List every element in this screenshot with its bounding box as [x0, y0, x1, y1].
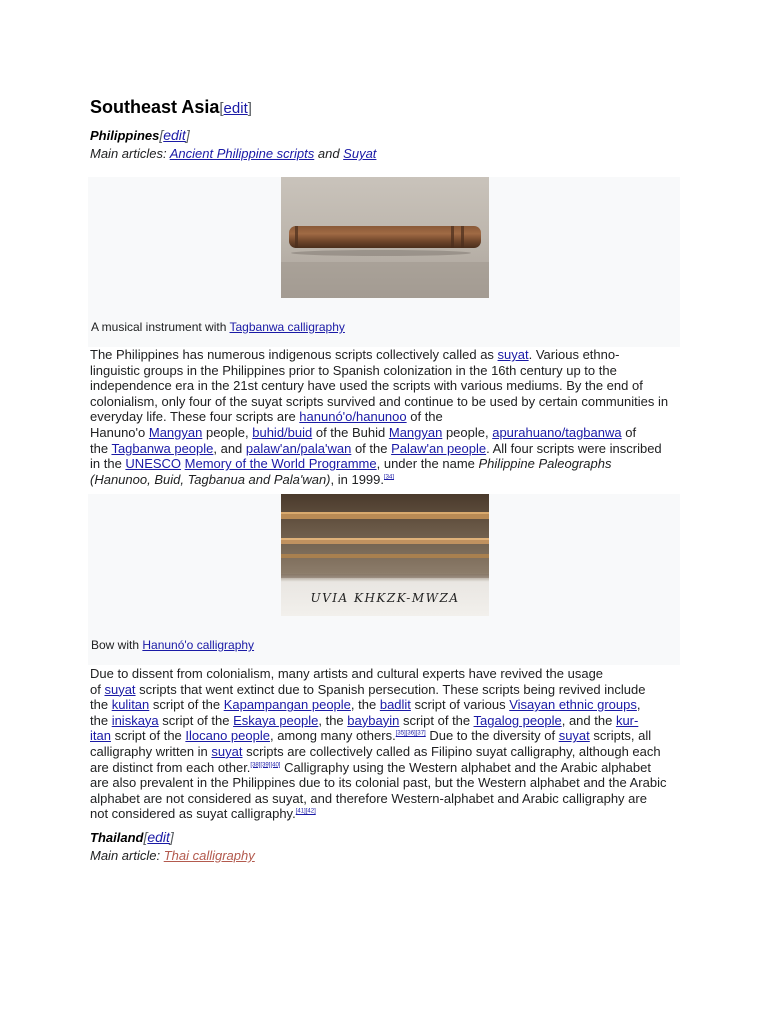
link-thai-calligraphy[interactable]: Thai calligraphy [163, 848, 255, 863]
link-unesco[interactable]: UNESCO [125, 456, 182, 472]
text: of the [351, 440, 392, 456]
text: script of the [399, 712, 474, 728]
text: the [90, 712, 112, 728]
text: people, [202, 424, 253, 440]
text: , and the [561, 712, 616, 728]
text-line: are also prevalent in the Philippines due to its colonial past, but the Western alphabet and the Arabic [90, 775, 667, 791]
text: the [90, 440, 112, 456]
link-hanunoo[interactable]: hanunó'o/hanunoo [299, 409, 407, 425]
subheading-title: Philippines [90, 128, 160, 143]
text: . Various ethno- [528, 347, 620, 362]
link-hanunoo-calligraphy[interactable]: Hanunó'o calligraphy [142, 638, 255, 652]
text: scripts that went extinct due to Spanish persecution. These scripts being revived include [135, 681, 646, 697]
text: The Philippines has numerous indigenous scripts collectively called as [90, 347, 498, 362]
text-line: alphabet are not considered as suyat, and therefore Western-alphabet and Arabic calligraphy are [90, 790, 647, 806]
hatnote-prefix: Main article: [90, 848, 164, 863]
text-line: colonialism, only four of the suyat scripts survived and continue to be used by certain communities in [90, 393, 669, 409]
link-kapampangan-people[interactable]: Kapampangan people [223, 697, 351, 713]
link-suyat[interactable]: suyat [497, 347, 529, 362]
hatnote-main-articles [90, 146, 376, 161]
section-title: Southeast Asia [90, 97, 220, 117]
text: scripts, all [589, 728, 652, 744]
link-iniskaya[interactable]: iniskaya [111, 712, 159, 728]
text: , the [350, 697, 380, 713]
link-badlit[interactable]: badlit [379, 697, 411, 713]
text: , the [318, 712, 348, 728]
text: , and [213, 440, 246, 456]
link-mangyan[interactable]: Mangyan [388, 424, 443, 440]
text: , under the name [376, 456, 479, 472]
text: of the Buhid [312, 424, 389, 440]
text: , in 1999. [330, 471, 385, 487]
link-kur-itan[interactable]: kur- [615, 712, 639, 728]
edit-link[interactable]: edit [223, 100, 248, 117]
edit-bracket-open: [ [219, 100, 224, 117]
figure2-caption [91, 638, 254, 652]
link-suyat[interactable]: suyat [104, 681, 136, 697]
text: scripts are collectively called as Filipino suyat calligraphy, although each [242, 743, 661, 759]
subheading-edit [143, 829, 173, 845]
text-italic: (Hanunoo, Buid, Tagbanua and Pala'wan) [90, 471, 331, 487]
text: people, [442, 424, 493, 440]
text: , among many others. [269, 728, 396, 744]
reference-link[interactable]: [41][42] [295, 809, 316, 816]
text-line: Due to dissent from colonialism, many artists and cultural experts have revived the usage [90, 666, 604, 681]
link-apurahuano[interactable]: apurahuano/tagbanwa [492, 424, 622, 440]
subheading-thailand [90, 829, 174, 845]
musical-instrument-image-graphic [281, 177, 489, 298]
text: script of the [149, 697, 224, 713]
text: in the [90, 456, 126, 472]
link-ilocano-people[interactable]: Ilocano people [185, 728, 270, 744]
musical-instrument-image[interactable] [281, 177, 489, 298]
edit-bracket-open: [ [159, 127, 164, 143]
text: script of the [158, 712, 234, 728]
link-visayan-ethnic-groups[interactable]: Visayan ethnic groups [509, 697, 637, 713]
link-ancient-philippine-scripts[interactable]: Ancient Philippine scripts [169, 146, 315, 161]
link-memory-of-the-world[interactable]: Memory of the World Programme [184, 456, 377, 472]
bow-image-graphic [281, 494, 489, 616]
link-suyat[interactable]: suyat [211, 743, 243, 759]
link-tagalog-people[interactable]: Tagalog people [473, 712, 562, 728]
caption-prefix: Bow with [91, 638, 143, 652]
subheading-title: Thailand [90, 830, 144, 845]
text-line: linguistic groups in the Philippines prior to Spanish colonization in the 16th century up to the [90, 362, 617, 378]
link-buhid[interactable]: buhid/buid [252, 424, 313, 440]
text: of the [406, 409, 443, 425]
link-tagbanwa-calligraphy[interactable]: Tagbanwa calligraphy [229, 320, 345, 334]
figure1-caption [91, 320, 345, 334]
bow-image[interactable] [281, 494, 489, 616]
edit-bracket-close: ] [185, 127, 190, 143]
text: are distinct from each other. [90, 759, 251, 775]
text: script of various [410, 697, 510, 713]
text: of [90, 681, 105, 697]
text-line: independence era in the 21st century have used the scripts with various mediums. By the end of [90, 378, 643, 394]
link-palawan-people[interactable]: Palaw'an people [391, 440, 487, 456]
text: . All four scripts were inscribed [486, 440, 662, 456]
hatnote-and: and [314, 146, 344, 161]
reference-link[interactable]: [35][36][37] [395, 731, 426, 738]
link-mangyan[interactable]: Mangyan [148, 424, 203, 440]
text: , [636, 697, 641, 713]
edit-bracket-open: [ [143, 829, 148, 845]
subheading-philippines [90, 127, 190, 143]
hatnote-thai [90, 848, 255, 863]
text: Calligraphy using the Western alphabet and the Arabic alphabet [280, 759, 651, 775]
text: calligraphy written in [90, 743, 212, 759]
edit-bracket-close: ] [247, 100, 252, 117]
paragraph-philippine-scripts [90, 347, 682, 487]
caption-prefix: A musical instrument with [91, 320, 230, 334]
edit-bracket-close: ] [169, 829, 174, 845]
link-palawan[interactable]: palaw'an/pala'wan [245, 440, 352, 456]
text: the [90, 697, 112, 713]
figure-musical-instrument [88, 177, 680, 347]
link-suyat[interactable]: suyat [558, 728, 590, 744]
figure-bow [88, 494, 680, 665]
link-baybayin[interactable]: baybayin [347, 712, 400, 728]
reference-link[interactable]: [38][39][40] [250, 762, 281, 769]
edit-link[interactable]: edit [147, 829, 170, 845]
paragraph-suyat-revival [90, 666, 682, 822]
text-italic: Philippine Paleographs [478, 456, 612, 472]
text: of [621, 424, 637, 440]
text: Due to the diversity of [425, 728, 559, 744]
edit-link[interactable]: edit [163, 127, 186, 143]
reference-link[interactable]: [34] [384, 474, 395, 481]
link-suyat[interactable]: Suyat [343, 146, 377, 161]
section-heading-southeast-asia [90, 97, 252, 118]
link-tagbanwa-people[interactable]: Tagbanwa people [111, 440, 214, 456]
bow-inscription: UVIA KHKZK-MWZA [310, 591, 460, 605]
link-eskaya-people[interactable]: Eskaya people [233, 712, 319, 728]
section-edit [219, 100, 252, 117]
link-kulitan[interactable]: kulitan [111, 697, 150, 713]
text: Hanuno'o [90, 424, 149, 440]
subheading-edit [159, 127, 189, 143]
link-kur-itan[interactable]: itan [90, 728, 111, 744]
text: script of the [110, 728, 186, 744]
text: everyday life. These four scripts are [90, 409, 300, 425]
hatnote-prefix: Main articles: [90, 146, 170, 161]
text: not considered as suyat calligraphy. [90, 806, 296, 822]
